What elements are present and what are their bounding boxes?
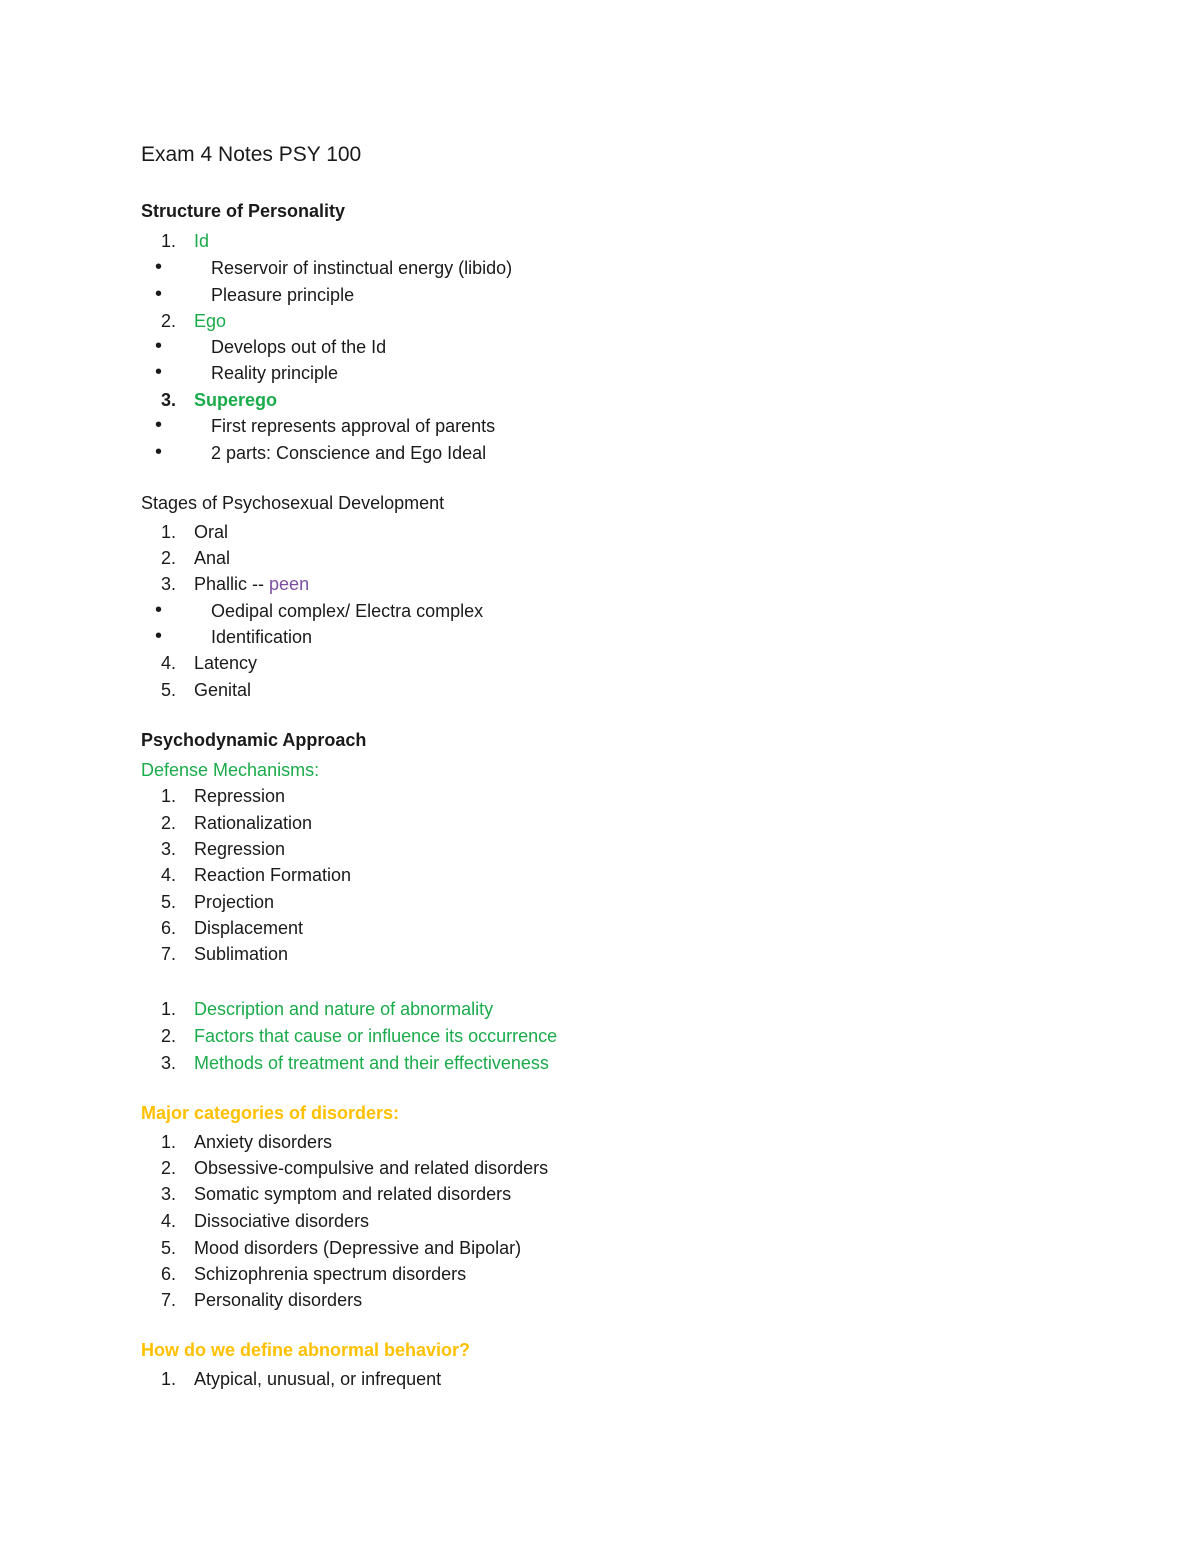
psychodynamic-heading: Psychodynamic Approach xyxy=(141,730,367,750)
item-label: Repression xyxy=(194,786,286,806)
bullet-icon: • xyxy=(155,441,163,463)
item-number: 1. xyxy=(160,522,176,542)
item-label: Factors that cause or influence its occurrence xyxy=(194,1026,558,1046)
item-label: Genital xyxy=(194,680,252,700)
item-label: Anxiety disorders xyxy=(194,1132,333,1152)
item-number: 1. xyxy=(160,999,176,1019)
item-number: 2. xyxy=(160,1158,176,1178)
item-label: Reaction Formation xyxy=(194,865,352,885)
item-label: Displacement xyxy=(194,918,304,938)
bullet-icon: • xyxy=(155,256,163,278)
item-number: 6. xyxy=(160,1264,176,1284)
bullet-icon: • xyxy=(155,335,163,357)
bullet-text: Oedipal complex/ Electra complex xyxy=(211,601,484,621)
defense-mechanisms-subheading: Defense Mechanisms: xyxy=(141,760,320,780)
item-number: 5. xyxy=(160,892,176,912)
item-number: 1. xyxy=(160,1132,176,1152)
abnormal-behavior-heading: How do we define abnormal behavior? xyxy=(141,1340,471,1360)
item-label: Somatic symptom and related disorders xyxy=(194,1184,512,1204)
item-label: Obsessive-compulsive and related disorders xyxy=(194,1158,549,1178)
item-label: Anal xyxy=(194,548,231,568)
bullet-text: Identification xyxy=(211,627,313,647)
item-number: 4. xyxy=(160,865,176,885)
item-number: 3. xyxy=(160,574,176,594)
bullet-text: Develops out of the Id xyxy=(211,337,387,357)
item-label: Personality disorders xyxy=(194,1290,363,1310)
item-label: Projection xyxy=(194,892,275,912)
bullet-text: First represents approval of parents xyxy=(211,416,496,436)
document-title: Exam 4 Notes PSY 100 xyxy=(141,143,362,166)
item-number: 2. xyxy=(160,1026,176,1046)
bullet-text: 2 parts: Conscience and Ego Ideal xyxy=(211,443,487,463)
item-label: Sublimation xyxy=(194,944,289,964)
item-label: Phallic -- xyxy=(194,574,265,594)
item-label: Mood disorders (Depressive and Bipolar) xyxy=(194,1238,522,1258)
item-number: 2. xyxy=(160,311,176,331)
structure-heading: Structure of Personality xyxy=(141,201,346,221)
item-label-wrap xyxy=(194,572,309,596)
disorders-heading: Major categories of disorders: xyxy=(141,1103,400,1123)
bullet-text: Pleasure principle xyxy=(211,285,355,305)
item-number: 2. xyxy=(160,548,176,568)
bullet-icon: • xyxy=(155,283,163,305)
item-number: 1. xyxy=(160,1369,176,1389)
item-label: Schizophrenia spectrum disorders xyxy=(194,1264,467,1284)
item-number: 5. xyxy=(160,680,176,700)
item-number: 3. xyxy=(160,1053,176,1073)
item-label: Dissociative disorders xyxy=(194,1211,370,1231)
bullet-text: Reservoir of instinctual energy (libido) xyxy=(211,258,513,278)
bullet-text: Reality principle xyxy=(211,363,339,383)
item-label: Regression xyxy=(194,839,286,859)
item-number: 4. xyxy=(160,1211,176,1231)
item-number: 7. xyxy=(160,1290,176,1310)
item-number: 7. xyxy=(160,944,176,964)
item-label: Superego xyxy=(194,390,278,410)
item-number: 4. xyxy=(160,653,176,673)
item-label: Methods of treatment and their effectiveness xyxy=(194,1053,549,1073)
item-label: Description and nature of abnormality xyxy=(194,999,494,1019)
item-note: peen xyxy=(269,574,310,594)
item-label: Atypical, unusual, or infrequent xyxy=(194,1369,442,1389)
item-number: 3. xyxy=(160,1184,176,1204)
item-number: 1. xyxy=(160,786,176,806)
item-label: Rationalization xyxy=(194,813,313,833)
bullet-icon: • xyxy=(155,361,163,383)
item-label: Id xyxy=(194,231,210,251)
item-number: 1. xyxy=(160,231,176,251)
item-number: 3. xyxy=(160,839,176,859)
item-number: 6. xyxy=(160,918,176,938)
bullet-icon: • xyxy=(155,625,163,647)
stages-heading: Stages of Psychosexual Development xyxy=(141,493,445,513)
item-number: 5. xyxy=(160,1238,176,1258)
bullet-icon: • xyxy=(155,414,163,436)
item-label: Latency xyxy=(194,653,258,673)
item-number: 2. xyxy=(160,813,176,833)
item-label: Ego xyxy=(194,311,227,331)
item-label: Oral xyxy=(194,522,229,542)
bullet-icon: • xyxy=(155,599,163,621)
item-number: 3. xyxy=(160,390,176,410)
